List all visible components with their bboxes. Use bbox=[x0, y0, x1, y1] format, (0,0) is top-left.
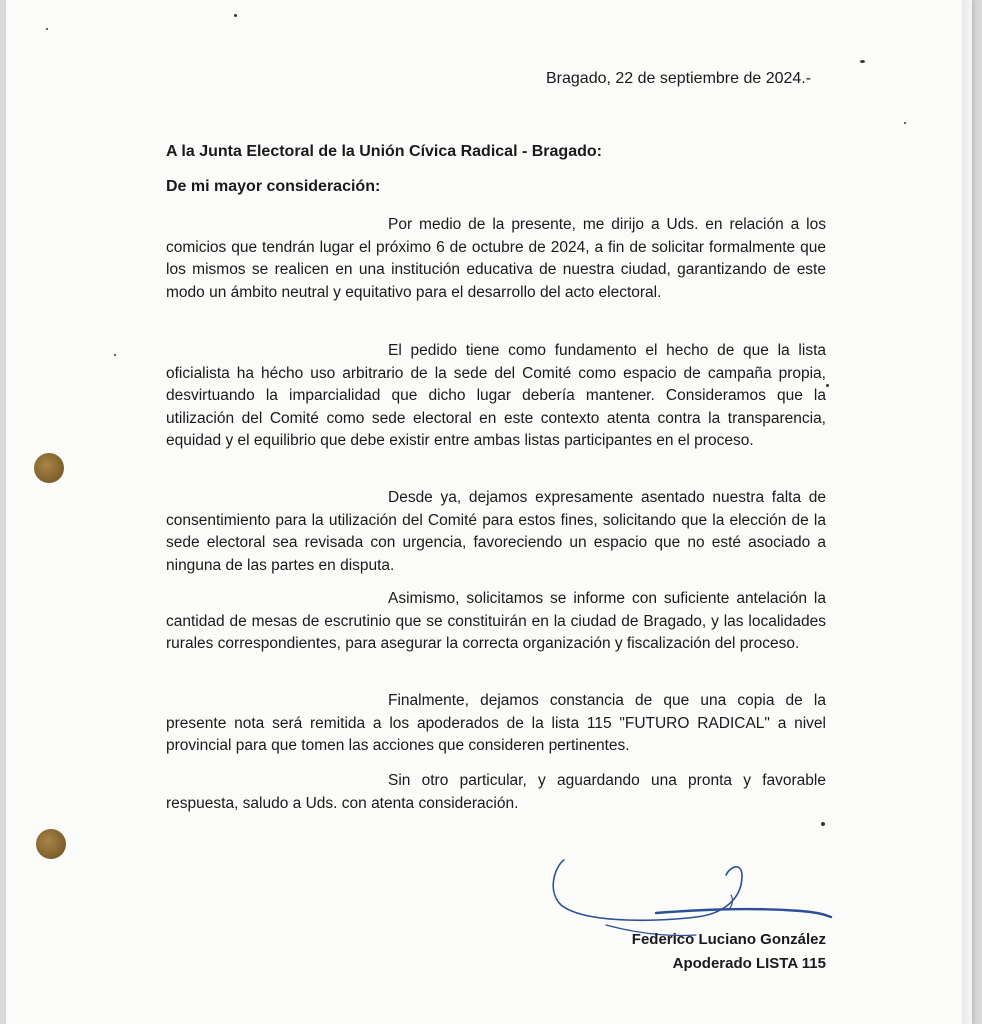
scan-speck bbox=[821, 822, 825, 826]
binder-hole-top bbox=[34, 453, 64, 483]
signer-name: Federico Luciano González bbox=[631, 931, 826, 948]
letter-recipient: A la Junta Electoral de la Unión Cívica Radical - Bragado: bbox=[166, 143, 602, 160]
letter-salutation: De mi mayor consideración: bbox=[166, 178, 381, 195]
scan-speck bbox=[826, 384, 829, 387]
scan-speck bbox=[860, 60, 865, 63]
scan-speck bbox=[114, 354, 116, 356]
signer-role: Apoderado LISTA 115 bbox=[672, 955, 826, 972]
letter-page bbox=[6, 0, 972, 1024]
scan-speck bbox=[46, 28, 48, 30]
letter-paragraph: Finalmente, dejamos constancia de que una copia de la presente nota será remitida a los apoderados de la lista 115 "FUTURO RADICAL" a nivel provincial para que tomen las acciones que consideren pertinentes. bbox=[166, 692, 826, 754]
binder-hole-bottom bbox=[36, 829, 66, 859]
letter-paragraph: Desde ya, dejamos expresamente asentado nuestra falta de consentimiento para la utilización del Comité para estos fines, solicitando que la elección de la sede electoral sea revisada con urgencia, favoreciendo un espacio que no esté asociado a ninguna de las partes en disputa. bbox=[166, 489, 826, 574]
letter-date: Bragado, 22 de septiembre de 2024.- bbox=[546, 70, 812, 87]
scan-speck bbox=[234, 14, 237, 17]
letter-paragraph: Asimismo, solicitamos se informe con suficiente antelación la cantidad de mesas de escrutinio que se constituirán en la ciudad de Bragado, y las localidades rurales correspondientes, para asegurar la correcta organización y fiscalización del proceso. bbox=[166, 590, 826, 652]
page-edge bbox=[962, 0, 972, 1024]
letter-paragraph: Por medio de la presente, me dirijo a Uds. en relación a los comicios que tendrán lugar el próximo 6 de octubre de 2024, a fin de solicitar formalmente que los mismos se realicen en una institución educativa de nuestra ciudad, garantizando de este modo un ámbito neutral y equitativo para el desarrollo del acto electoral. bbox=[166, 216, 826, 301]
letter-paragraph: Sin otro particular, y aguardando una pronta y favorable respuesta, saludo a Uds. con atenta consideración. bbox=[166, 772, 826, 812]
scan-speck bbox=[904, 122, 906, 124]
letter-paragraph: El pedido tiene como fundamento el hecho de que la lista oficialista ha hécho uso arbitrario de la sede del Comité como espacio de campaña propia, desvirtuando la imparcialidad que dicho lugar debería mantener. Consideramos que la utilización del Comité como sede electoral en este contexto atenta contra la transparencia, equidad y el equilibrio que debe existir entre ambas listas participantes en el proceso. bbox=[166, 342, 826, 449]
